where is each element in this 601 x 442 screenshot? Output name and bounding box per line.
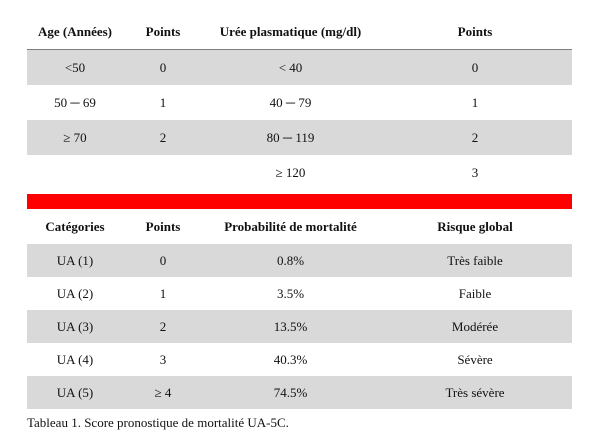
age-urea-header-row <box>27 14 572 50</box>
table-cell: 40.3% <box>273 351 308 367</box>
header-points-uree: Points <box>457 23 493 39</box>
table-cell: Modérée <box>378 310 572 343</box>
table-cell: 80 ─ 119 <box>203 120 378 155</box>
table-cell: 40 ─ 79 <box>269 94 312 110</box>
table-cell: ≥ 70 <box>27 120 123 155</box>
table-row <box>27 343 572 376</box>
score-tables <box>27 14 572 409</box>
table-cell: Très sévère <box>378 376 572 409</box>
table-cell: ≥ 4 <box>123 376 203 409</box>
table-cell <box>123 155 203 190</box>
table-row <box>27 376 572 409</box>
table-cell: 3 <box>159 351 167 367</box>
table-cell: 1 <box>159 285 167 301</box>
table-row <box>27 85 572 120</box>
table-cell: 13.5% <box>203 310 378 343</box>
table-cell: 2 <box>123 120 203 155</box>
table-cell: Sévère <box>457 351 493 367</box>
table-cell: 3.5% <box>276 285 305 301</box>
age-urea-table <box>27 14 572 190</box>
table-cell: ≥ 120 <box>275 164 306 180</box>
table-cell: 0 <box>378 50 572 86</box>
table-caption: Tableau 1. Score pronostique de mortalité UA-5C. <box>27 415 289 430</box>
header-points: Points <box>145 218 181 234</box>
table-cell: 74.5% <box>203 376 378 409</box>
table-cell: UA (5) <box>27 376 123 409</box>
table-cell: UA (1) <box>27 244 123 277</box>
table-row <box>27 50 572 86</box>
mortality-category-table <box>27 209 572 409</box>
table-cell: UA (2) <box>56 285 94 301</box>
table-cell: 2 <box>378 120 572 155</box>
table-cell: Très faible <box>378 244 572 277</box>
table-cell <box>27 155 123 190</box>
table-cell: 0.8% <box>203 244 378 277</box>
table-row <box>27 244 572 277</box>
table-cell: UA (4) <box>56 351 94 367</box>
header-age: Age (Années) <box>37 23 112 39</box>
table-cell: 2 <box>123 310 203 343</box>
table-cell: <50 <box>27 50 123 86</box>
table-cell: 3 <box>471 164 479 180</box>
table-row <box>27 310 572 343</box>
header-uree: Urée plasmatique (mg/dl) <box>219 23 362 39</box>
header-risque: Risque global <box>437 218 513 234</box>
header-categories: Catégories <box>45 218 105 234</box>
header-points-age: Points <box>145 23 181 39</box>
table-cell: 1 <box>471 94 479 110</box>
table-row <box>27 277 572 310</box>
table-cell: UA (3) <box>27 310 123 343</box>
table-cell: 0 <box>123 244 203 277</box>
table-cell: 0 <box>123 50 203 86</box>
table-row <box>27 155 572 190</box>
table-cell: 50 ─ 69 <box>54 94 96 110</box>
mortality-header-row <box>27 209 572 244</box>
table-cell: Faible <box>458 285 492 301</box>
red-divider <box>27 194 572 209</box>
table-row <box>27 120 572 155</box>
table-cell: 1 <box>159 94 167 110</box>
header-probabilite: Probabilité de mortalité <box>224 218 357 234</box>
table-cell: < 40 <box>203 50 378 86</box>
